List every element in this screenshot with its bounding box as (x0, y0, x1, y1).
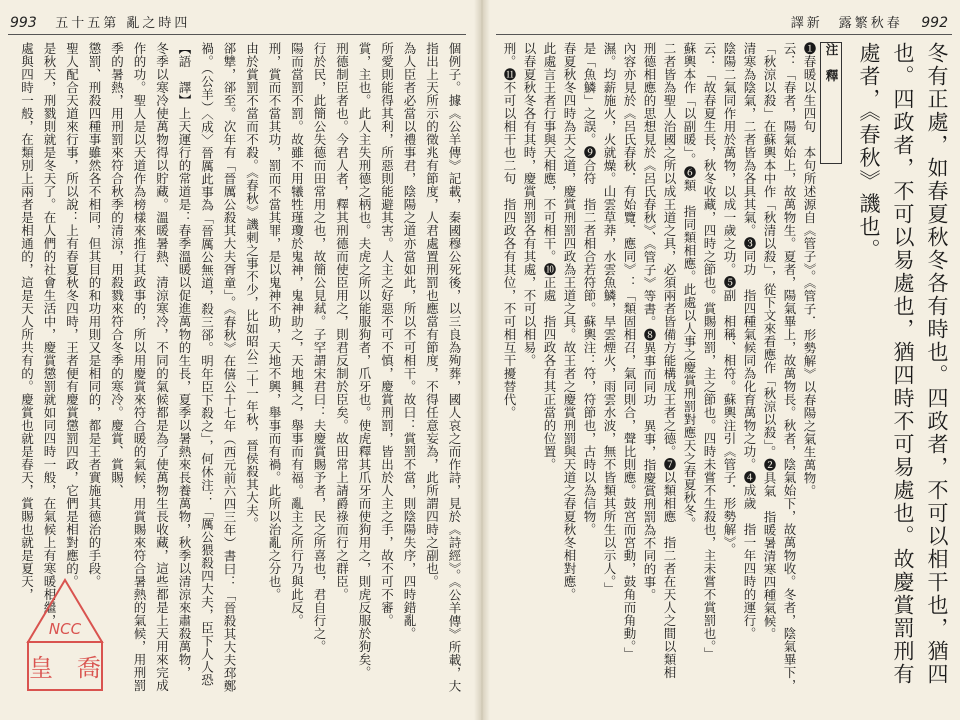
main-text-column-3: 處者，《春秋》譏也。 (857, 42, 881, 262)
left-column-17: 懲罰、刑殺四種事雖然各不相同，但其目的和功用則又是相同的，都是王者實施其德治的手段。 (87, 42, 102, 588)
note-column-5: 陰陽二氣同作用於萬物，以成一歲之功。❺副 相稱、相符。蘇輿注引《管子．形勢解》。 (722, 42, 737, 556)
note-column-13: 春夏秋冬四時為天之道，慶賞刑罰四政為王道之具。故王者之慶賞刑罰與天道之春夏秋冬相對應。 (562, 42, 577, 601)
note-column-4: 清寒為陰氣，二者皆為各具其氣。❸同功 指四種氣候同為化育萬物之功。❹成歲 指一年四時的運行。 (742, 42, 757, 640)
note-column-1: ❶春暖以生四句 本句所述源自《管子》。《管子．形勢解》以春陽之氣生萬物。 (802, 42, 817, 498)
left-column-19: 是秋天，刑戮則就是冬天了。在人們的社會生活中，慶賞懲罰就如同四時一般，在氣候上有寒暖相繼， (42, 42, 57, 627)
left-column-12: 禍。（公羊）〈成〉晉厲此事為「晉厲公無道，殺三郤。明年臣下殺之」，何休注：「厲公猥殺四大夫，臣下人人恐 (199, 42, 215, 687)
left-header-rule (8, 34, 466, 35)
right-page-number: 992 (921, 15, 948, 31)
library-stamp (24, 576, 106, 694)
stamp-label-bottom: 皇 喬 (29, 654, 101, 682)
left-column-5: 賞，主也。此人主失刑德之柄也。夫虎之所以能服狗者，爪牙也。使虎釋其爪牙而使狗用之，則虎反服於狗矣。 (357, 42, 372, 679)
note-column-11: 濕。均薪施火，火就燥。山雲草莽，水雲魚鱗，旱雲煙火，雨雲水波，無不皆類其所生以示人。」 (602, 42, 617, 595)
left-column-8: 陽而當罰不罰。故雖不用犧牲瑾瓊於鬼神，鬼神助之，天地興之，舉事而有福。亂主之所行乃與此反。 (289, 42, 305, 627)
book-gutter (474, 0, 490, 720)
left-column-14: 冬季以寒冷使萬物得以貯藏。溫暖暑熱、清涼寒冷，不同的氣候都是為了使萬物生長收藏，這些都是上天用來完成 (154, 42, 170, 692)
left-column-11: 郤犨，郤至。次年有「晉厲公殺其大夫胥童」。《春秋》在僖公十七年（西元前六四三年）書曰：「晉殺其大夫邳鄭 (222, 42, 237, 693)
right-page (490, 0, 960, 720)
note-column-7: 蘇輿本作「以副暖」。❻類 指同類相應。此處以人事之慶賞刑罰對應天之春夏秋冬。 (682, 42, 697, 530)
note-column-16: 刑。⓫不可以相干也二句 指四政各有其位，不可相互干擾替代。 (502, 42, 517, 419)
left-column-13: 【語 譯】上天運行的常道是：春季溫暖以促進萬物的生長，夏季以暑熱來長養萬物，秋季以清涼來肅殺萬物， (177, 42, 192, 679)
left-column-2: 指出上天所示的徵兆有節度，人君處置刑罰也應當有節度，不得任意妄為，此所謂四時之副也。 (424, 42, 440, 588)
left-column-9: 刑，賞而不當其功，罰而不當其罪，是以鬼神不助，天地不興，舉事而有禍。此所以治亂之分也。 (267, 42, 282, 601)
left-column-15: 作的功。聖人是以天道作為榜樣來推行其政事的，所以用慶賞來符合暖的氣候，用賞賜來符合暑熱的氣候，用刑罰 (132, 42, 147, 692)
left-column-10: 由於賞罰不當而不殺。《春秋》譏刺之事不少，比如昭公二十一年秋，晉侯殺其大夫。 (244, 42, 260, 530)
left-column-20: 處與四時一般，在類別上兩者是相通的，這是天人所共有的。慶賞也就是春天，賞賜也就是夏天， (19, 42, 35, 601)
note-column-3: 「秋涼以殺」在蘇輿本中作「秋清以殺」，從下文來看應作「秋涼以殺」。❷具氣 指暖暑清寒四種氣候。 (762, 42, 777, 641)
note-column-14: 此處言王者行事與天相應，不可相干。❿正處 指四政各有其正當的位置。 (542, 42, 557, 471)
left-column-16: 季的暑熱，用刑罰來符合秋季的清涼，用殺戮來符合冬季的寒冷。慶賞、賞賜、 (109, 42, 125, 497)
right-running-title: 譯新 露繁秋春 (790, 16, 903, 31)
note-column-2: 云：「春者，陽氣始上，故萬物生。夏者，陽氣畢上，故萬物長。秋者，陰氣始下，故萬物收。冬者，陰氣畢下， (782, 42, 797, 692)
left-column-1: 個例子。據《公羊傳》記載，秦國穆公死後，以三良為殉葬，國人哀之而作詩，見於《詩經》。《公羊傳》所載，大 (447, 42, 462, 693)
left-column-7: 行於民，此簡公失德而田常用之也，故簡公見弒。子罕謂宋君曰：夫慶賞賜予者，民之所喜也，君自行之。 (312, 42, 327, 653)
main-text-column-1: 冬有正處，如春夏秋冬各有時也。四政者，不可以相干也，猶四 (925, 42, 949, 686)
right-page-header (791, 12, 948, 31)
left-column-6: 刑德制臣者也。今君人者，釋其刑德而使臣用之，則君反制於臣矣。故田常上請爵祿而行之群臣。 (334, 42, 350, 601)
note-column-8: 二者皆為聖人治國之所以成王道之具，必須兩者皆備方能構成王者之德。❼以類相應 指二者在天人之間以類相 (662, 42, 677, 679)
left-page-header (10, 12, 190, 31)
note-column-6: 云：「故春夏生長，秋冬收藏，四時之節也。賞賜刑罰，主之節也。四時未嘗不生殺也，主未嘗不賞罰也。」 (702, 42, 717, 660)
note-column-9: 刑德相應的思想見於《呂氏春秋》、《管子》等書。❽異事而同功 異事，指慶賞刑罰為不同的事。 (642, 42, 657, 602)
notes-heading: 注 釋 (820, 42, 842, 164)
stamp-label-top: NCC (48, 620, 82, 638)
left-column-18: 聖人配合天道來行事，所以說：上有春夏秋冬四時，王者便有慶賞懲罰四政，它們是相對應的。 (64, 42, 80, 588)
note-column-15: 以春夏秋冬各有其時，慶賞刑罰各有其處，不可以相易。 (522, 42, 537, 367)
note-column-10: 內容亦見於《呂氏春秋．有始覽．應同》：「類固相召，氣同則合，聲比則應。鼓宮而宮動，鼓角而角動。」 (622, 42, 637, 660)
left-column-3: 為人臣者必當以禮事君，陰陽之道亦當如此，所以不可相干。故曰：賞罰不當，則陰陽失序，四時錯亂。 (402, 42, 417, 640)
left-running-title: 五十五第 亂之時四 (55, 16, 191, 31)
main-text-column-2: 也。四政者，不可以易處也，猶四時不可易處也。故慶賞罰刑有 (891, 42, 915, 686)
note-column-12: 是「魚鱗」之誤。❾合符 指二者相合若符節。蘇輿注：符，符節也，古時以為信物。 (582, 42, 597, 536)
right-header-rule (496, 34, 952, 35)
left-column-4: 所愛則能得其利，所惡則能避其害。人主之好惡不可不慎，慶賞刑罰，皆出於人主之手，故不可不審。 (379, 42, 395, 627)
left-page-number: 993 (10, 15, 37, 31)
